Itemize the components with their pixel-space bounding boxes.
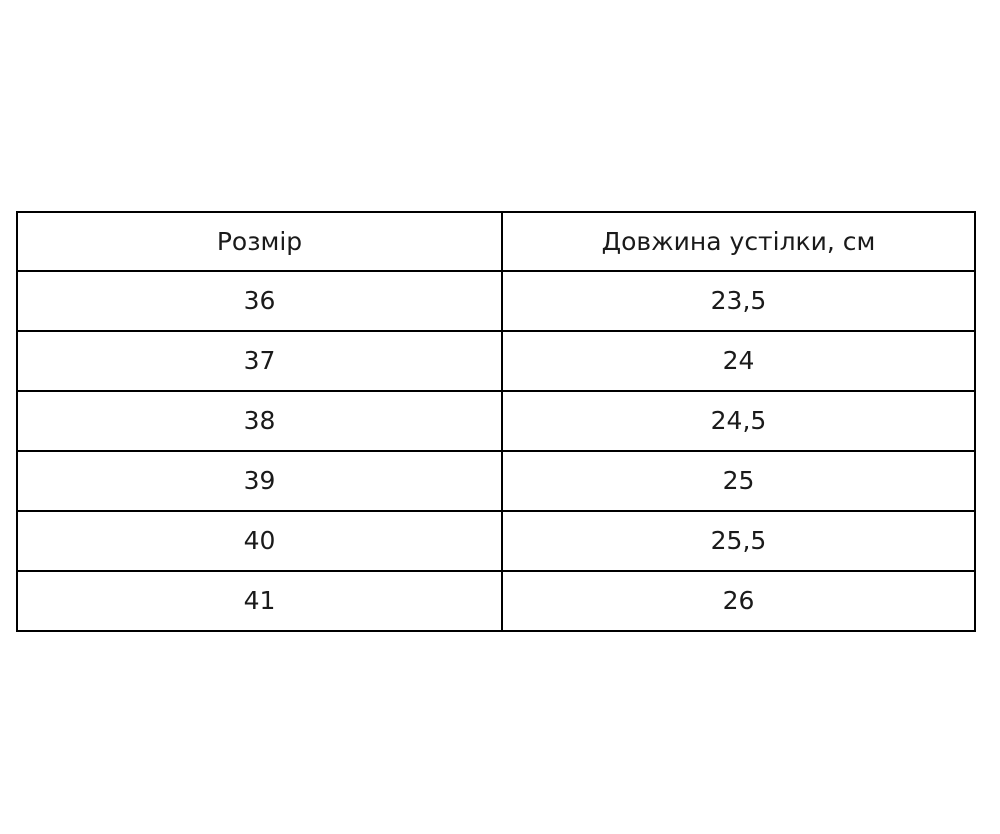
cell-size: 36 [17,271,502,331]
cell-size: 41 [17,571,502,631]
table-row [17,511,975,571]
table-header [17,212,975,271]
table-row [17,391,975,451]
table-body [17,271,975,631]
cell-size: 37 [17,331,502,391]
cell-insole-length: 23,5 [502,271,975,331]
cell-size: 38 [17,391,502,451]
cell-insole-length: 25 [502,451,975,511]
table-row [17,331,975,391]
column-header-size: Розмір [17,212,502,271]
column-header-insole-length: Довжина устілки, см [502,212,975,271]
table-row [17,271,975,331]
size-table [16,211,976,632]
table-row [17,571,975,631]
size-table-container [16,211,974,632]
table-header-row [17,212,975,271]
cell-size: 39 [17,451,502,511]
cell-insole-length: 24,5 [502,391,975,451]
cell-insole-length: 25,5 [502,511,975,571]
cell-size: 40 [17,511,502,571]
cell-insole-length: 24 [502,331,975,391]
table-row [17,451,975,511]
cell-insole-length: 26 [502,571,975,631]
